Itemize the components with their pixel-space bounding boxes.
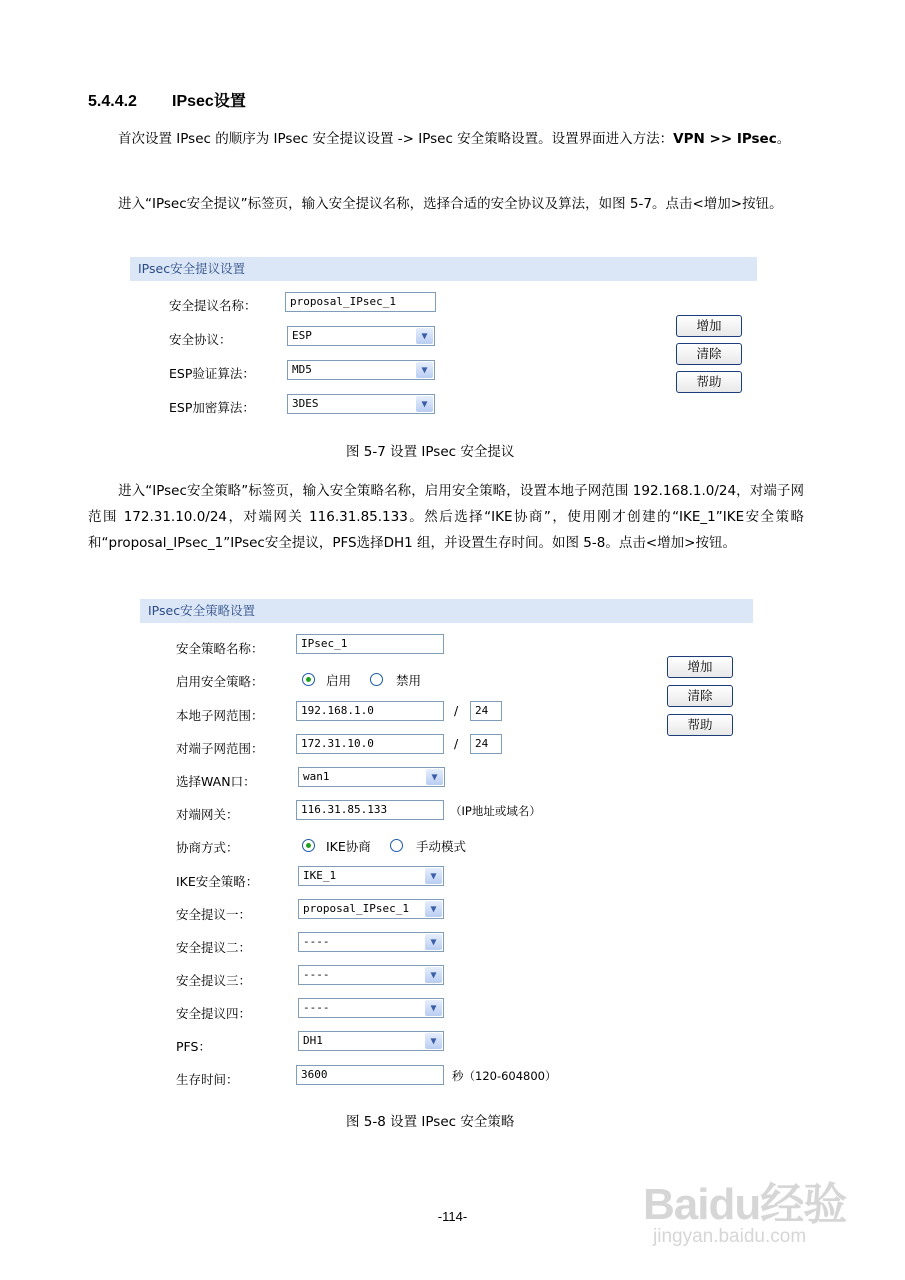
chevron-down-icon[interactable]: ▼ <box>426 769 443 785</box>
disable-radio[interactable] <box>370 673 383 686</box>
ike-mode-label: IKE协商 <box>326 839 371 854</box>
manual-mode-label: 手动模式 <box>416 839 467 854</box>
proposal3-select[interactable] <box>298 965 444 985</box>
figure-caption-5-7: 图 5-7 设置 IPsec 安全提议 <box>346 444 515 460</box>
policy-name-label: 安全策略名称： <box>176 641 264 656</box>
ike-policy-label: IKE安全策略： <box>176 874 259 889</box>
proposal-name-input[interactable]: proposal_IPsec_1 <box>285 292 436 312</box>
paragraph-proposal <box>88 191 804 217</box>
pfs-label: PFS： <box>176 1039 211 1054</box>
panel-header: IPsec安全提议设置 <box>130 257 757 281</box>
section-heading <box>88 88 246 111</box>
local-subnet-slash: / <box>454 703 459 718</box>
proposal2-value: ---- <box>303 935 330 948</box>
chevron-down-icon[interactable]: ▼ <box>425 1000 442 1016</box>
proposal3-label: 安全提议三： <box>176 973 252 988</box>
proposal4-select[interactable] <box>298 998 444 1018</box>
ipsec-policy-panel <box>140 599 753 1095</box>
add-button[interactable]: 增加 <box>667 656 733 678</box>
lifetime-input[interactable]: 3600 <box>296 1065 444 1085</box>
protocol-select[interactable] <box>287 326 435 346</box>
wan-select[interactable] <box>298 767 445 787</box>
chevron-down-icon[interactable]: ▼ <box>416 396 433 412</box>
remote-subnet-slash: / <box>454 736 459 751</box>
gateway-input[interactable]: 116.31.85.133 <box>296 800 444 820</box>
proposal4-label: 安全提议四： <box>176 1006 252 1021</box>
auth-algo-label: ESP验证算法： <box>169 366 255 381</box>
local-subnet-ip-input[interactable]: 192.168.1.0 <box>296 701 444 721</box>
wan-label: 选择WAN口： <box>176 774 256 789</box>
mode-label: 协商方式： <box>176 840 239 855</box>
panel-header: IPsec安全策略设置 <box>140 599 753 623</box>
paragraph-intro-text: 首次设置 IPsec 的顺序为 IPsec 安全提议设置 -> IPsec 安全策略设置。设置界面进入方法： <box>118 131 674 147</box>
chevron-down-icon[interactable]: ▼ <box>425 901 442 917</box>
clear-button[interactable]: 清除 <box>667 685 733 707</box>
enable-label: 启用安全策略： <box>176 674 264 689</box>
enc-algo-select[interactable] <box>287 394 435 414</box>
pfs-value: DH1 <box>303 1034 323 1047</box>
menu-path: VPN >> IPsec <box>673 131 777 147</box>
watermark-logo-text: Baidu经验 <box>643 1180 847 1229</box>
chevron-down-icon[interactable]: ▼ <box>416 328 433 344</box>
proposal3-value: ---- <box>303 968 330 981</box>
section-number: 5.4.4.2 <box>88 93 137 110</box>
ike-policy-value: IKE_1 <box>303 869 337 882</box>
proposal1-value: proposal_IPsec_1 <box>303 902 409 915</box>
proposal4-value: ---- <box>303 1001 330 1014</box>
section-title: IPsec设置 <box>172 93 246 110</box>
ike-mode-radio[interactable] <box>302 839 315 852</box>
enc-algo-value: 3DES <box>292 397 319 410</box>
chevron-down-icon[interactable]: ▼ <box>425 934 442 950</box>
figure-caption-5-8: 图 5-8 设置 IPsec 安全策略 <box>346 1114 515 1130</box>
remote-subnet-label: 对端子网范围： <box>176 741 264 756</box>
proposal1-label: 安全提议一： <box>176 907 252 922</box>
gateway-hint: （IP地址或域名） <box>450 804 541 818</box>
chevron-down-icon[interactable]: ▼ <box>416 362 433 378</box>
page-number: -114- <box>437 1209 468 1224</box>
add-button[interactable]: 增加 <box>676 315 742 337</box>
paragraph-intro-tail: 。 <box>776 131 791 147</box>
paragraph-policy-text: 进入“IPsec安全策略”标签页，输入安全策略名称，启用安全策略，设置本地子网范围 192.168.1.0/24，对端子网范围 172.31.10.0/24，对端网关 116.31.85.133。然后选择“IKE协商”，使用刚才创建的“IKE_1”IKE安全策略和“proposal_IPsec_1”IPsec安全提议，PFS选择DH1 组，并设置生存时间。如图 5-8。点击<增加>按钮。 <box>88 483 804 551</box>
ipsec-proposal-panel <box>130 257 757 423</box>
disable-radio-label: 禁用 <box>396 673 422 688</box>
lifetime-hint: 秒（120-604800） <box>452 1069 557 1083</box>
help-button[interactable]: 帮助 <box>676 371 742 393</box>
protocol-value: ESP <box>292 329 312 342</box>
ike-policy-select[interactable] <box>298 866 444 886</box>
wan-value: wan1 <box>303 770 330 783</box>
watermark-url: jingyan.baidu.com <box>653 1226 807 1247</box>
manual-mode-radio[interactable] <box>390 839 403 852</box>
pfs-select[interactable] <box>298 1031 444 1051</box>
proposal2-label: 安全提议二： <box>176 940 252 955</box>
chevron-down-icon[interactable]: ▼ <box>425 1033 442 1049</box>
policy-name-input[interactable]: IPsec_1 <box>296 634 444 654</box>
local-subnet-mask-input[interactable]: 24 <box>470 701 502 721</box>
gateway-label: 对端网关： <box>176 807 239 822</box>
enable-radio-label: 启用 <box>326 673 352 688</box>
clear-button[interactable]: 清除 <box>676 343 742 365</box>
paragraph-intro <box>88 126 804 152</box>
proposal-name-label: 安全提议名称： <box>169 298 257 313</box>
auth-algo-value: MD5 <box>292 363 312 376</box>
remote-subnet-ip-input[interactable]: 172.31.10.0 <box>296 734 444 754</box>
proposal1-select[interactable] <box>298 899 444 919</box>
remote-subnet-mask-input[interactable]: 24 <box>470 734 502 754</box>
baidu-watermark <box>643 1148 853 1258</box>
lifetime-label: 生存时间： <box>176 1072 239 1087</box>
proposal2-select[interactable] <box>298 932 444 952</box>
help-button[interactable]: 帮助 <box>667 714 733 736</box>
paragraph-proposal-text: 进入“IPsec安全提议”标签页，输入安全提议名称，选择合适的安全协议及算法，如图 5-7。点击<增加>按钮。 <box>118 196 783 212</box>
enable-radio[interactable] <box>302 673 315 686</box>
local-subnet-label: 本地子网范围： <box>176 708 264 723</box>
protocol-label: 安全协议： <box>169 332 232 347</box>
auth-algo-select[interactable] <box>287 360 435 380</box>
chevron-down-icon[interactable]: ▼ <box>425 868 442 884</box>
paragraph-policy <box>88 478 804 556</box>
chevron-down-icon[interactable]: ▼ <box>425 967 442 983</box>
enc-algo-label: ESP加密算法： <box>169 400 255 415</box>
